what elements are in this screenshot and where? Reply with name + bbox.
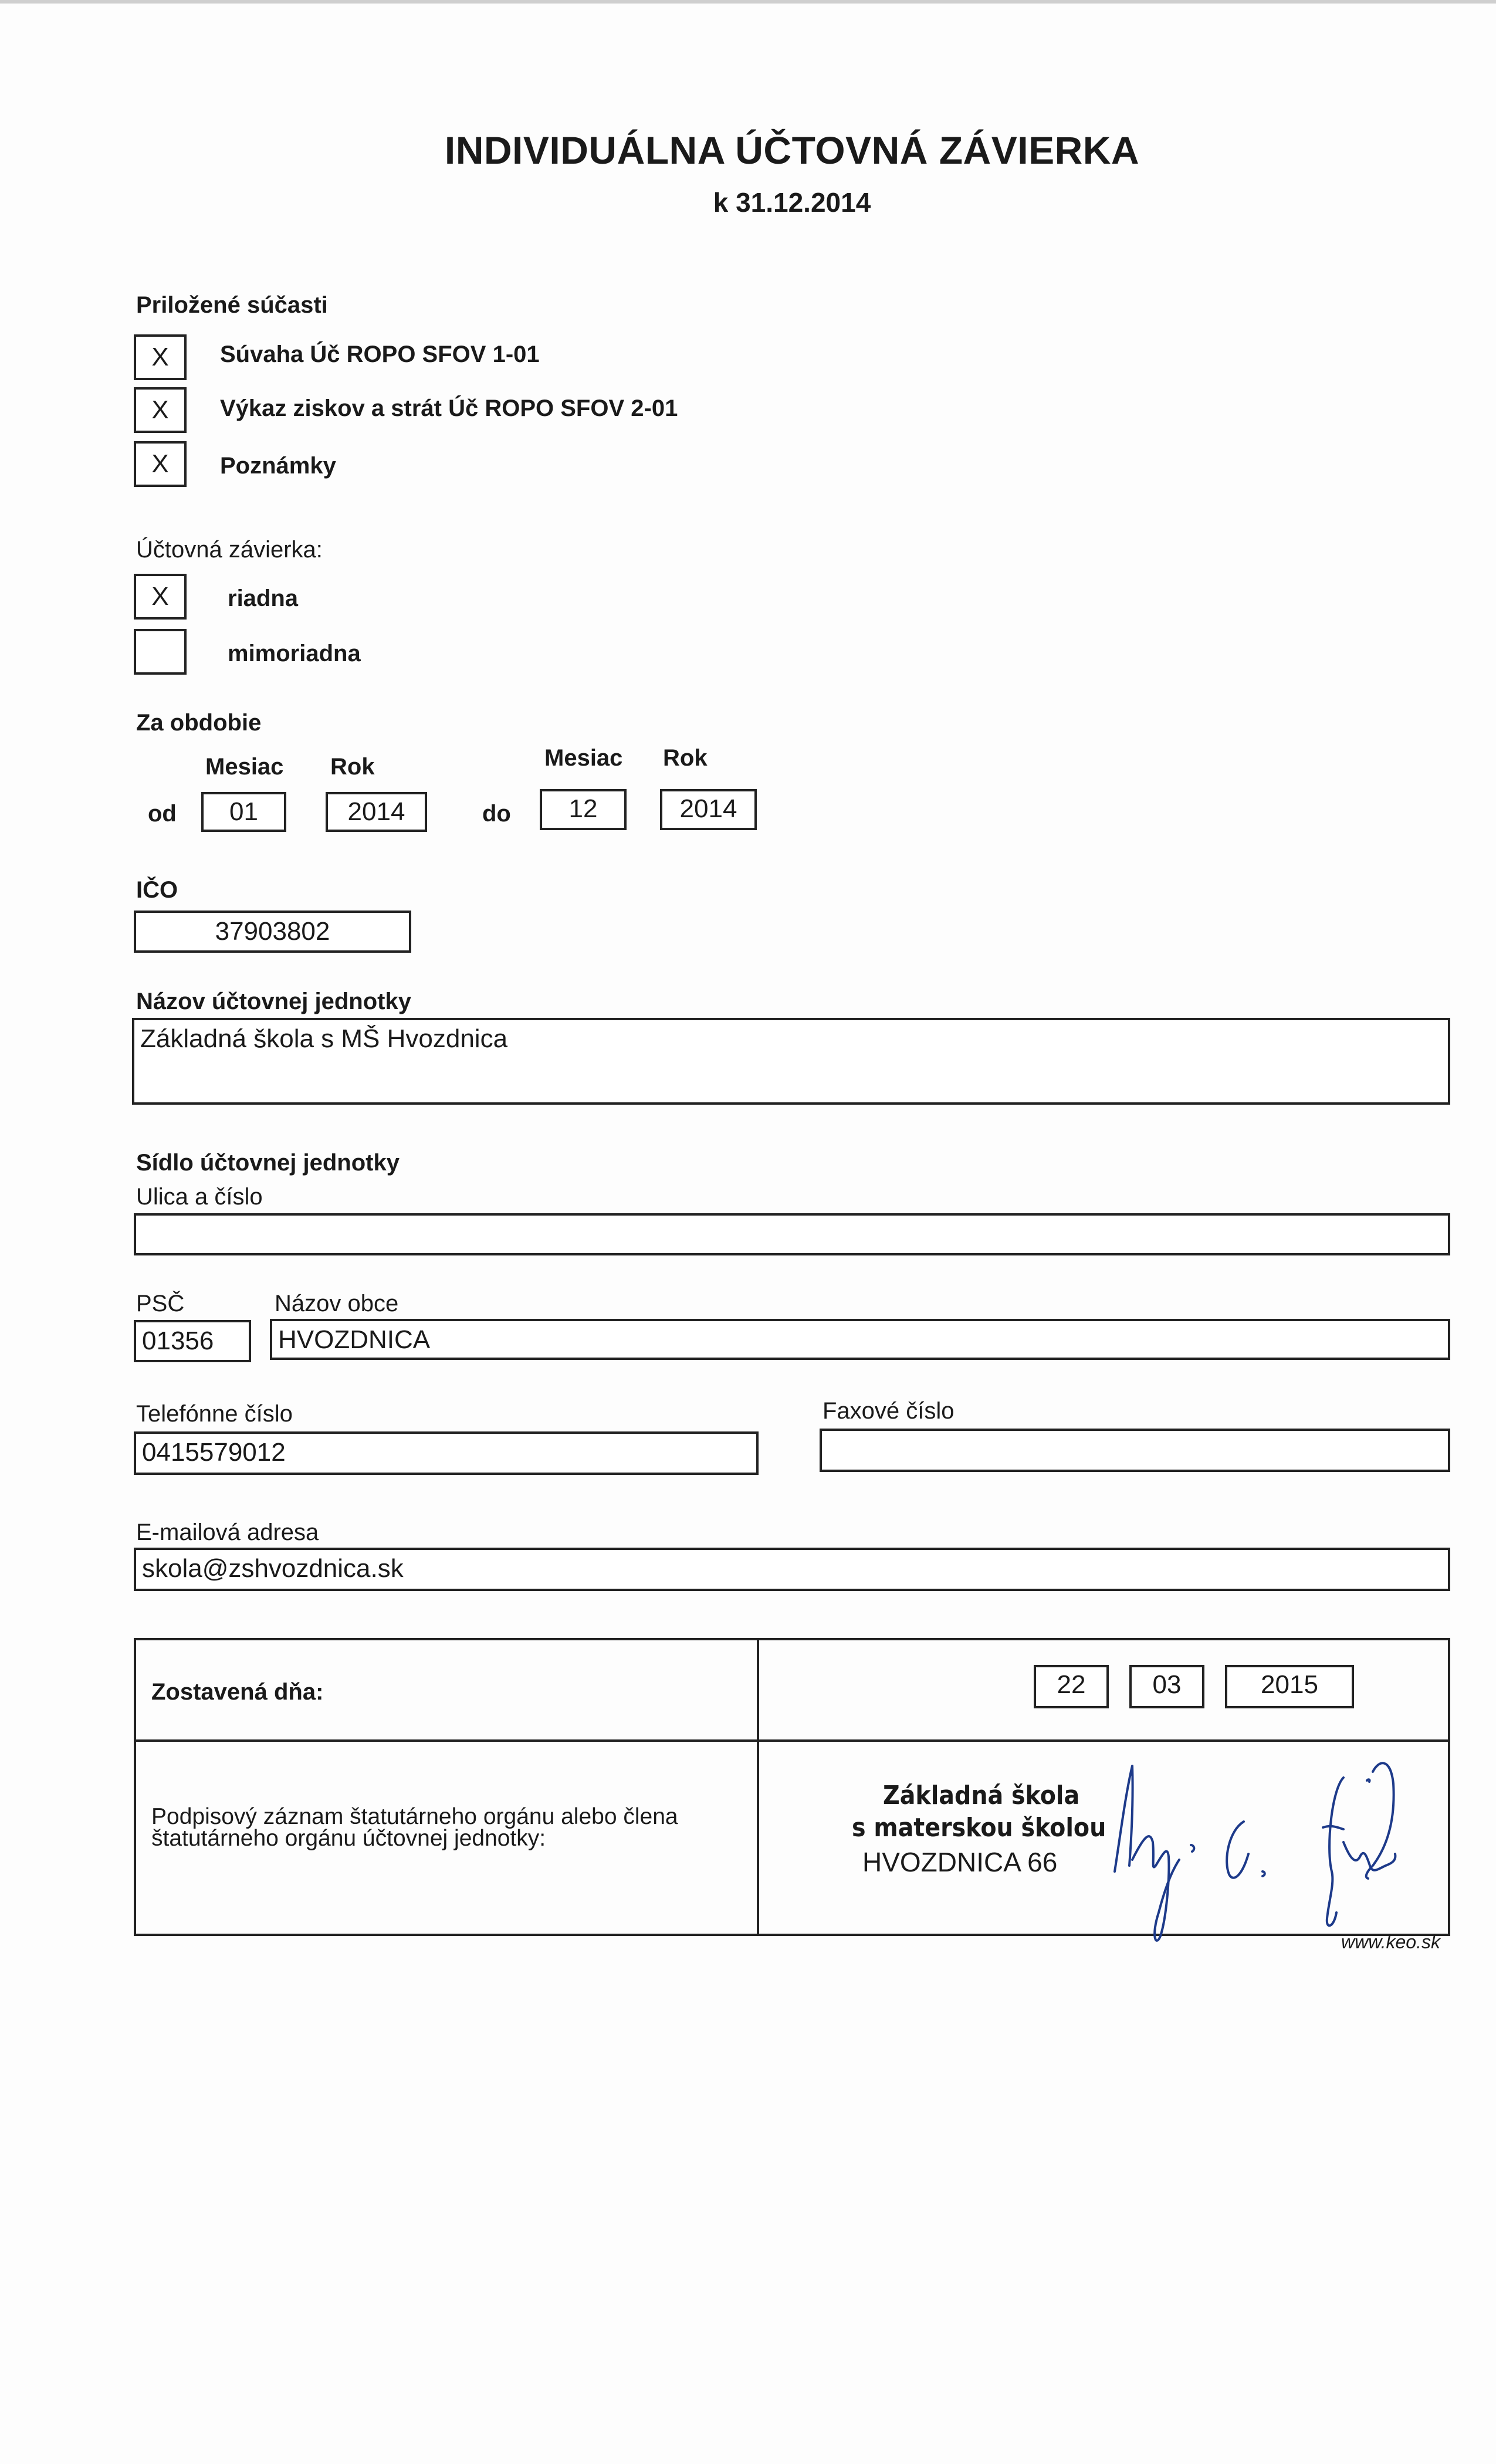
period-to-year-label: Rok: [663, 745, 708, 771]
report-date: k 31.12.2014: [713, 187, 871, 218]
psc-field[interactable]: [134, 1320, 251, 1362]
period-to-label: do: [482, 801, 511, 827]
attachment-checkbox-balance[interactable]: X: [134, 334, 187, 380]
period-from-label: od: [148, 801, 177, 827]
period-to-month-label: Mesiac: [544, 745, 623, 771]
statement-checkbox-extraordinary[interactable]: [134, 629, 187, 675]
signature-label-line1: Podpisový záznam štatutárneho orgánu alebo člena: [151, 1804, 678, 1829]
compiled-date-label: Zostavená dňa:: [151, 1679, 324, 1705]
entity-name-value: Základná škola s MŠ Hvozdnica: [140, 1024, 508, 1053]
fax-label: Faxové číslo: [823, 1398, 955, 1424]
attachment-checkbox-notes[interactable]: X: [134, 441, 187, 487]
street-label: Ulica a číslo: [136, 1184, 263, 1210]
period-from-month-field[interactable]: 01: [201, 792, 286, 832]
stamp-line2: s materskou školou: [852, 1813, 1106, 1843]
ico-label: IČO: [136, 877, 178, 903]
footer-url: www.keo.sk: [1341, 1931, 1440, 1952]
attachments-heading: Priložené súčasti: [136, 292, 328, 318]
page-title: INDIVIDUÁLNA ÚČTOVNÁ ZÁVIERKA: [444, 128, 1140, 172]
compiled-year-field[interactable]: 2015: [1225, 1665, 1354, 1708]
statement-label-extraordinary: mimoriadna: [228, 641, 361, 666]
period-to-year-field[interactable]: 2014: [660, 789, 757, 830]
psc-value: 01356: [142, 1326, 214, 1355]
street-field[interactable]: [134, 1213, 1450, 1255]
email-label: E-mailová adresa: [136, 1519, 319, 1545]
period-from-month-label: Mesiac: [205, 754, 284, 780]
email-value: skola@zshvozdnica.sk: [142, 1554, 404, 1583]
address-heading: Sídlo účtovnej jednotky: [136, 1150, 400, 1176]
psc-label: PSČ: [136, 1291, 185, 1316]
city-value: HVOZDNICA: [278, 1325, 431, 1354]
page-top-edge: [0, 0, 1496, 4]
city-field[interactable]: [270, 1319, 1450, 1360]
signature-table-col-divider: [757, 1638, 759, 1936]
compiled-day-field[interactable]: 22: [1034, 1665, 1109, 1708]
handwritten-signature: [1097, 1725, 1426, 1959]
statement-type-heading: Účtovná závierka:: [136, 537, 323, 563]
period-from-year-field[interactable]: 2014: [326, 792, 427, 832]
entity-name-label: Názov účtovnej jednotky: [136, 989, 411, 1014]
email-field[interactable]: [134, 1548, 1450, 1591]
phone-label: Telefónne číslo: [136, 1401, 293, 1427]
stamp-line1: Základná škola: [883, 1781, 1080, 1810]
statement-checkbox-regular[interactable]: X: [134, 574, 187, 620]
entity-name-field[interactable]: [132, 1018, 1450, 1105]
period-from-year-label: Rok: [330, 754, 375, 780]
phone-value: 0415579012: [142, 1438, 286, 1467]
fax-field[interactable]: [820, 1429, 1450, 1472]
attachment-checkbox-income[interactable]: X: [134, 387, 187, 433]
signature-label-line2: štatutárneho orgánu účtovnej jednotky:: [151, 1826, 546, 1851]
statement-label-regular: riadna: [228, 585, 299, 611]
period-to-month-field[interactable]: 12: [540, 789, 627, 830]
attachment-label-balance: Súvaha Úč ROPO SFOV 1-01: [220, 341, 540, 367]
phone-field[interactable]: [134, 1431, 759, 1475]
period-heading: Za obdobie: [136, 710, 262, 736]
attachment-label-income: Výkaz ziskov a strát Úč ROPO SFOV 2-01: [220, 395, 678, 421]
compiled-month-field[interactable]: 03: [1129, 1665, 1204, 1708]
ico-field[interactable]: 37903802: [134, 911, 411, 953]
stamp-line3: HVOZDNICA 66: [862, 1847, 1058, 1877]
city-label: Názov obce: [275, 1291, 399, 1316]
attachment-label-notes: Poznámky: [220, 453, 336, 479]
